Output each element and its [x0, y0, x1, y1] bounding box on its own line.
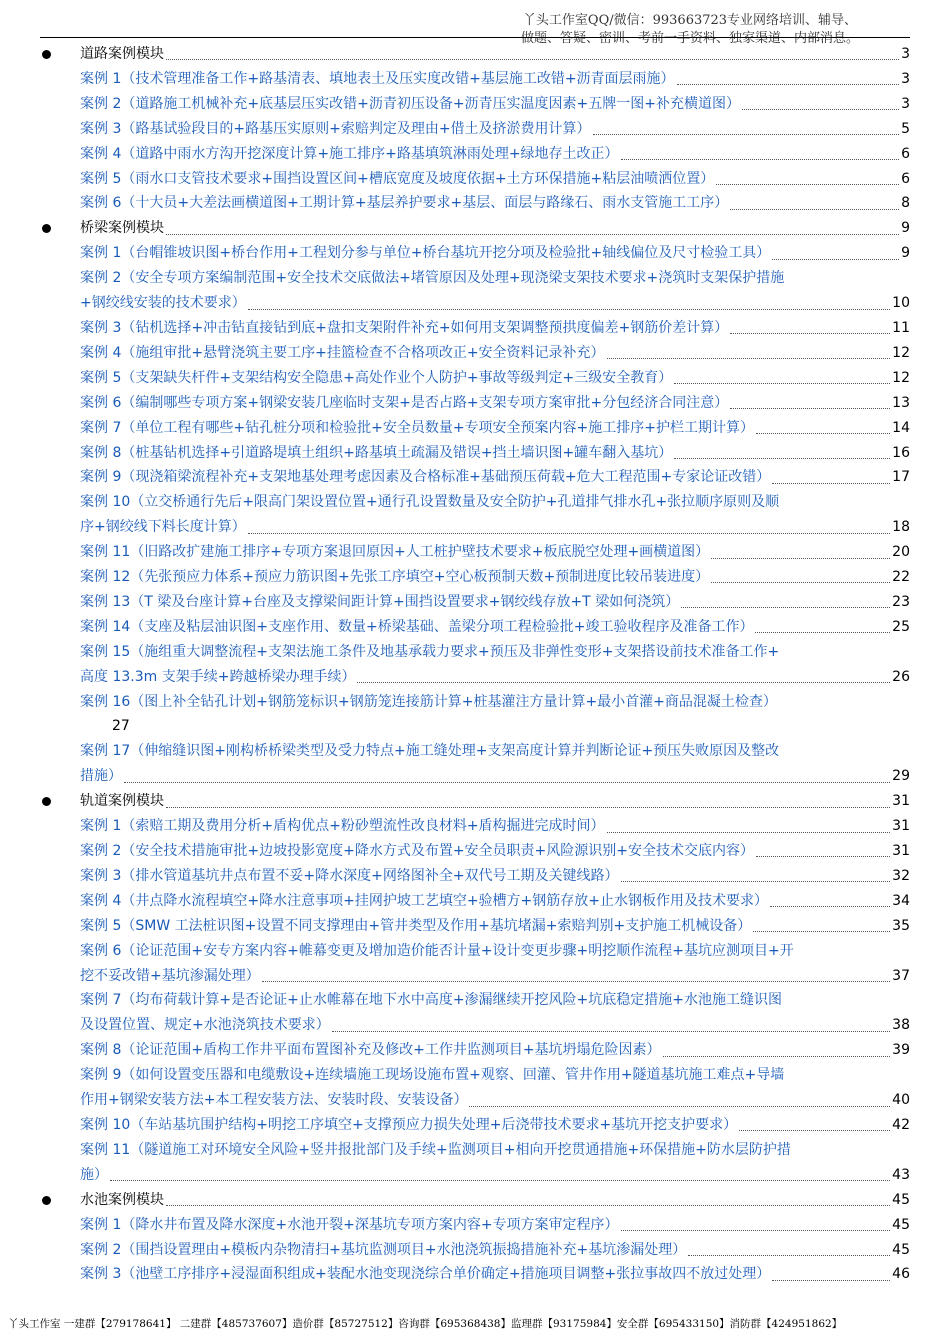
toc-entry-title: 案例 7（单位工程有哪些+钻孔桩分项和检验批+安全员数量+专项安全预案内容+施工排序+护栏工期计算）: [80, 419, 755, 436]
toc-page-number: 39: [892, 1042, 910, 1059]
toc-entry-title: 案例 15（施组重大调整流程+支架法施工条件及地基承载力要求+预压及非弹性变形+支架搭设前技术准备工作+: [80, 643, 780, 660]
toc-page-number: 22: [892, 569, 910, 586]
toc-line: [80, 366, 910, 391]
toc-entry-title: 案例 12（先张预应力体系+预应力筋识图+先张工序填空+空心板预制天数+预制进度比较吊装进度）: [80, 569, 710, 586]
toc-case-entry[interactable]: [40, 1238, 910, 1263]
toc-module-entry: [40, 1188, 910, 1213]
toc-line: [80, 191, 910, 216]
dot-leader: [357, 681, 890, 683]
toc-case-entry[interactable]: [40, 1063, 910, 1113]
toc-line: [80, 216, 910, 241]
dot-leader: [248, 308, 890, 310]
dot-leader: [730, 407, 890, 409]
toc-line: [80, 1213, 910, 1238]
toc-line: [80, 814, 910, 839]
toc-entry-title: 作用+钢梁安装方法+本工程安装方法、安装时段、安装设备）: [80, 1092, 468, 1109]
toc-entry-title: 及设置位置、规定+水池浇筑技术要求）: [80, 1017, 330, 1034]
toc-entry-title: 案例 6（论证范围+安专方案内容+帷幕变更及增加造价能否计量+设计变更步骤+明挖顺作流程+基坑应测项目+开: [80, 942, 794, 959]
dot-leader: [663, 1055, 891, 1057]
dot-leader: [772, 1279, 890, 1281]
toc-line: [80, 615, 910, 640]
toc-case-entry[interactable]: [40, 67, 910, 92]
toc-entry-title: 措施）: [80, 768, 122, 785]
toc-entry-title: 案例 11（旧路改扩建施工排序+专项方案退回原因+人工桩护壁技术要求+板底脱空处理+画横道图）: [80, 544, 710, 561]
toc-entry-title: 轨道案例模块: [80, 793, 164, 810]
dot-leader: [124, 781, 890, 783]
toc-entry-title: 挖不妥改错+基坑渗漏处理）: [80, 967, 260, 984]
toc-line: [80, 291, 910, 316]
toc-line: [80, 391, 910, 416]
dot-leader: [711, 557, 890, 559]
toc-case-entry[interactable]: [40, 814, 910, 839]
toc-line: [80, 1163, 910, 1188]
toc-page-number: 25: [892, 618, 910, 635]
toc-case-entry[interactable]: [40, 739, 910, 789]
dot-leader: [674, 457, 890, 459]
toc-page-number: 42: [892, 1116, 910, 1133]
toc-case-entry[interactable]: [40, 391, 910, 416]
toc-case-entry[interactable]: [40, 92, 910, 117]
dot-leader: [469, 1105, 890, 1107]
toc-page-number: 40: [892, 1092, 910, 1109]
toc-entry-title: 施）: [80, 1166, 108, 1183]
toc-page-number: 45: [892, 1241, 910, 1258]
toc-page-number: 43: [892, 1166, 910, 1183]
toc-page-number: 9: [901, 245, 910, 262]
bullet-icon: [42, 50, 51, 59]
toc-case-entry[interactable]: [40, 167, 910, 192]
table-of-contents: [40, 42, 910, 1287]
toc-entry-title: 案例 5（SMW 工法桩识图+设置不同支撑理由+管井类型及作用+基坑堵漏+索赔判别+支护施工机械设备）: [80, 917, 752, 934]
toc-case-entry[interactable]: [40, 341, 910, 366]
toc-page-number: 16: [892, 444, 910, 461]
toc-line: [80, 1188, 910, 1213]
toc-page-number: 31: [892, 843, 910, 859]
toc-page-number: 5: [901, 120, 910, 137]
toc-entry-title: 案例 2（安全技术措施审批+边坡投影宽度+降水方式及布置+安全员职责+风险源识别+安全技术交底内容）: [80, 843, 755, 859]
toc-entry-title: 案例 3（钻机选择+冲击钻直接钻到底+盘扣支架附件补充+如何用支架调整预拱度偏差+钢筋价差计算）: [80, 319, 729, 336]
toc-entry-title: 案例 6（编制哪些专项方案+钢梁安装几座临时支架+是否占路+支架专项方案审批+分包经济合同注意）: [80, 394, 729, 411]
toc-page-number: 23: [892, 593, 910, 610]
toc-module-entry: [40, 789, 910, 814]
dot-leader: [739, 1129, 890, 1131]
toc-case-entry[interactable]: [40, 441, 910, 466]
dot-leader: [166, 58, 899, 60]
toc-module-entry: [40, 216, 910, 241]
toc-page-number: 3: [901, 70, 910, 87]
toc-page-number: 29: [892, 768, 910, 785]
toc-entry-title: 桥梁案例模块: [80, 220, 164, 237]
toc-case-entry[interactable]: [40, 1138, 910, 1188]
toc-case-entry[interactable]: [40, 316, 910, 341]
toc-entry-title: 案例 3（池壁工序排序+浸湿面积组成+装配水池变现浇综合单价确定+措施项目调整+张拉事故四不放过处理）: [80, 1266, 771, 1283]
dot-leader: [621, 158, 900, 160]
toc-line: [80, 241, 910, 266]
toc-case-entry[interactable]: [40, 366, 910, 391]
dot-leader: [607, 831, 891, 833]
toc-line: [80, 465, 910, 490]
toc-line: [80, 665, 910, 690]
toc-line: [80, 42, 910, 67]
toc-entry-title: 案例 1（台帽锥坡识图+桥台作用+工程划分参与单位+桥台基坑开挖分项及检验批+轴线偏位及尺寸检验工具）: [80, 245, 771, 262]
dot-leader: [756, 432, 890, 434]
toc-line: [80, 914, 910, 939]
toc-line: [80, 117, 910, 142]
page-footer: 丫头工作室 一建群【279178641】 二建群【485737607】造价群【85727512】咨询群【695368438】监理群【93175984】安全群【695433150】消防群【424951862】: [8, 1318, 843, 1330]
dot-leader: [770, 905, 890, 907]
toc-entry-title: 高度 13.3m 支架手续+跨越桥梁办理手续）: [80, 668, 356, 685]
toc-page-number: 12: [892, 344, 910, 361]
toc-page-number: 17: [892, 469, 910, 486]
dot-leader: [621, 880, 891, 882]
toc-case-entry[interactable]: [40, 1038, 910, 1063]
toc-case-entry[interactable]: [40, 590, 910, 615]
toc-entry-title: 案例 2（道路施工机械补充+底基层压实改错+沥青初压设备+沥青压实温度因素+五牌一图+补充横道图）: [80, 95, 741, 112]
toc-line: [80, 565, 910, 590]
toc-page-number: 45: [892, 1191, 910, 1208]
dot-leader: [166, 233, 899, 235]
toc-page-number: 27: [112, 718, 130, 735]
dot-leader: [753, 930, 890, 932]
dot-leader: [730, 332, 890, 334]
dot-leader: [730, 208, 899, 210]
toc-page-number: 8: [901, 195, 910, 212]
toc-case-entry[interactable]: [40, 490, 910, 540]
dot-leader: [248, 532, 890, 534]
toc-entry-title: 案例 1（索赔工期及费用分析+盾构优点+粉砂塑流性改良材料+盾构掘进完成时间）: [80, 818, 605, 835]
toc-page-number: 18: [892, 519, 910, 536]
toc-entry-title: +钢绞线安装的技术要求）: [80, 295, 246, 312]
dot-leader: [716, 183, 899, 185]
dot-leader: [674, 382, 890, 384]
toc-case-entry[interactable]: [40, 241, 910, 266]
toc-case-entry[interactable]: [40, 864, 910, 889]
toc-case-entry[interactable]: [40, 191, 910, 216]
toc-entry-title: 案例 9（如何设置变压器和电缆敷设+连续墙施工现场设施布置+观察、回灌、管井作用+隧道基坑施工难点+导墙: [80, 1067, 785, 1084]
header-line-2: 做题、答疑、密训、考前一手资料、独家渠道、内部消息。: [520, 31, 859, 46]
toc-case-entry[interactable]: [40, 889, 910, 914]
toc-entry-title: 案例 4（井点降水流程填空+降水注意事项+挂网护坡工艺填空+验槽方+钢筋存放+止水钢板作用及技术要求）: [80, 892, 769, 909]
dot-leader: [772, 482, 890, 484]
toc-entry-title: 案例 7（均布荷载计算+是否论证+止水帷幕在地下水中高度+渗漏继续开挖风险+坑底稳定措施+水池施工缝识图: [80, 992, 783, 1009]
toc-line: [80, 764, 910, 789]
toc-case-entry[interactable]: [40, 1262, 910, 1287]
toc-case-entry[interactable]: [40, 914, 910, 939]
toc-entry-title: 案例 13（T 梁及台座计算+台座及支撑梁间距计算+围挡设置要求+钢绞线存放+T 梁如何浇筑）: [80, 593, 680, 610]
toc-entry-title: 案例 5（雨水口支管技术要求+围挡设置区间+槽底宽度及坡度依据+土方环保措施+粘层油喷洒位置）: [80, 170, 715, 187]
toc-line: [80, 416, 910, 441]
toc-entry-title: 案例 5（支架缺失杆件+支架结构安全隐患+高处作业个人防护+事故等级判定+三级安全教育）: [80, 369, 673, 386]
toc-case-entry[interactable]: [40, 939, 910, 989]
toc-case-entry[interactable]: [40, 465, 910, 490]
toc-entry-title: 案例 8（论证范围+盾构工作井平面布置图补充及修改+工作井监测项目+基坑坍塌危险因素）: [80, 1042, 661, 1059]
toc-page-number: 31: [892, 793, 910, 810]
toc-page-number: 35: [892, 917, 910, 934]
toc-line: [80, 789, 910, 814]
toc-case-entry[interactable]: [40, 142, 910, 167]
toc-line: [80, 1113, 910, 1138]
toc-page-number: 11: [892, 319, 910, 336]
toc-case-entry[interactable]: [40, 1213, 910, 1238]
toc-case-entry[interactable]: [40, 615, 910, 640]
toc-entry-title: 案例 1（技术管理准备工作+路基清表、填地表土及压实度改错+基层施工改错+沥青面层雨施）: [80, 70, 675, 87]
toc-case-entry[interactable]: [40, 540, 910, 565]
toc-entry-title: 案例 16（图上补全钻孔计划+钢筋笼标识+钢筋笼连接筋计算+桩基灌注方量计算+最小首灌+商品混凝土检查）: [80, 693, 777, 710]
toc-entry-title: 案例 9（现浇箱梁流程补充+支架地基处理考虑因素及合格标准+基础预压荷载+危大工程范围+专家论证改错）: [80, 469, 771, 486]
header-rule: [40, 37, 910, 38]
toc-line: [80, 316, 910, 341]
toc-case-entry[interactable]: [40, 839, 910, 864]
toc-line: [80, 142, 910, 167]
toc-entry-title: 案例 10（车站基坑围护结构+明挖工序填空+支撑预应力损失处理+后浇带技术要求+基坑开挖支护要求）: [80, 1116, 738, 1133]
bullet-icon: [42, 797, 51, 806]
toc-line: [80, 839, 910, 864]
dot-leader: [593, 133, 900, 135]
toc-page-number: 20: [892, 544, 910, 561]
toc-entry-title: 案例 8（桩基钻机选择+引道路堤填土组织+路基填土疏漏及错误+挡土墙识图+罐车翻入基坑）: [80, 444, 673, 461]
dot-leader: [688, 1254, 890, 1256]
toc-line: [80, 341, 910, 366]
toc-line: [80, 1238, 910, 1263]
toc-entry-title: 序+钢绞线下料长度计算）: [80, 519, 246, 536]
toc-line: [80, 864, 910, 889]
toc-entry-title: 案例 2（围挡设置理由+模板内杂物清扫+基坑监测项目+水池浇筑振捣措施补充+基坑渗漏处理）: [80, 1241, 687, 1258]
toc-page-number: 6: [901, 145, 910, 162]
toc-page-number: 3: [901, 46, 910, 62]
dot-leader: [110, 1179, 890, 1181]
dot-leader: [166, 1204, 890, 1206]
toc-line: [80, 540, 910, 565]
dot-leader: [755, 631, 890, 633]
toc-entry-title: 案例 17（伸缩缝识图+刚构桥桥梁类型及受力特点+施工缝处理+支架高度计算并判断论证+预压失败原因及整改: [80, 743, 780, 760]
toc-entry-title: 案例 4（施组审批+悬臂浇筑主要工序+挂篮检查不合格项改正+安全资料记录补充）: [80, 344, 605, 361]
toc-line: [80, 1088, 910, 1113]
dot-leader: [711, 581, 890, 583]
toc-line: [80, 1262, 910, 1287]
toc-entry-title: 案例 14（支座及粘层油识图+支座作用、数量+桥梁基础、盖梁分项工程检验批+竣工验收程序及准备工作）: [80, 618, 754, 635]
toc-page-number: 38: [892, 1017, 910, 1034]
toc-line: [80, 167, 910, 192]
dot-leader: [262, 980, 890, 982]
toc-entry-title: 案例 10（立交桥通行先后+限高门架设置位置+通行孔设置数量及安全防护+孔道排气排水孔+张拉顺序原则及顺: [80, 494, 780, 511]
toc-case-entry[interactable]: [40, 690, 910, 740]
toc-case-entry[interactable]: [40, 416, 910, 441]
toc-entry-title: 水池案例模块: [80, 1191, 164, 1208]
toc-case-entry[interactable]: [40, 117, 910, 142]
toc-case-entry[interactable]: [40, 565, 910, 590]
toc-line: [80, 515, 910, 540]
toc-page-number: 34: [892, 892, 910, 909]
toc-case-entry[interactable]: [40, 266, 910, 316]
toc-entry-title: 案例 6（十大员+大差法画横道图+工期计算+基层养护要求+基层、面层与路缘石、雨水支管施工工序）: [80, 195, 729, 212]
toc-page-number: 31: [892, 818, 910, 835]
dot-leader: [677, 83, 900, 85]
toc-page-number: 37: [892, 967, 910, 984]
toc-case-entry[interactable]: [40, 988, 910, 1038]
toc-page-number: 6: [901, 170, 910, 187]
toc-entry-title: 案例 3（排水管道基坑井点布置不妥+降水深度+网络图补全+双代号工期及关键线路）: [80, 867, 619, 884]
toc-page-number: 9: [901, 220, 910, 237]
dot-leader: [332, 1030, 890, 1032]
header-line-1: 丫头工作室QQ/微信：993663723专业网络培训、辅导、: [522, 13, 858, 28]
toc-line: [80, 67, 910, 92]
toc-module-entry: [40, 42, 910, 67]
dot-leader: [607, 357, 891, 359]
toc-page-number: 10: [892, 295, 910, 312]
toc-line: [80, 92, 910, 117]
toc-page-number: 3: [901, 95, 910, 112]
toc-page-number: 46: [892, 1266, 910, 1283]
toc-line: [80, 889, 910, 914]
toc-line: [80, 441, 910, 466]
dot-leader: [681, 606, 890, 608]
toc-case-entry[interactable]: [40, 1113, 910, 1138]
toc-entry-title: 案例 2（安全专项方案编制范围+安全技术交底做法+堵管原因及处理+现浇梁支架技术要求+浇筑时支架保护措施: [80, 270, 785, 287]
toc-case-entry[interactable]: [40, 640, 910, 690]
dot-leader: [621, 1229, 891, 1231]
toc-page-number: 14: [892, 419, 910, 436]
dot-leader: [166, 806, 890, 808]
toc-entry-title: 道路案例模块: [80, 46, 164, 62]
toc-page-number: 12: [892, 369, 910, 386]
dot-leader: [742, 108, 899, 110]
toc-page-number: 13: [892, 394, 910, 411]
dot-leader: [772, 258, 899, 260]
bullet-icon: [42, 1196, 51, 1205]
toc-line: [80, 1013, 910, 1038]
toc-line: [80, 964, 910, 989]
toc-page-number: 26: [892, 668, 910, 685]
toc-entry-title: 案例 3（路基试验段目的+路基压实原则+索赔判定及理由+借土及挤淤费用计算）: [80, 120, 591, 137]
toc-line: [80, 590, 910, 615]
toc-entry-title: 案例 1（降水井布置及降水深度+水池开裂+深基坑专项方案内容+专项方案审定程序）: [80, 1216, 619, 1233]
toc-page-number: 32: [892, 867, 910, 884]
toc-page-number: 45: [892, 1216, 910, 1233]
toc-entry-title: 案例 4（道路中雨水方沟开挖深度计算+施工排序+路基填筑淋雨处理+绿地存土改正）: [80, 145, 619, 162]
bullet-icon: [42, 224, 51, 233]
toc-line: [80, 1038, 910, 1063]
toc-entry-title: 案例 11（隧道施工对环境安全风险+竖井报批部门及手续+监测项目+相向开挖贯通措施+环保措施+防水层防护措: [80, 1141, 791, 1158]
dot-leader: [756, 855, 890, 857]
